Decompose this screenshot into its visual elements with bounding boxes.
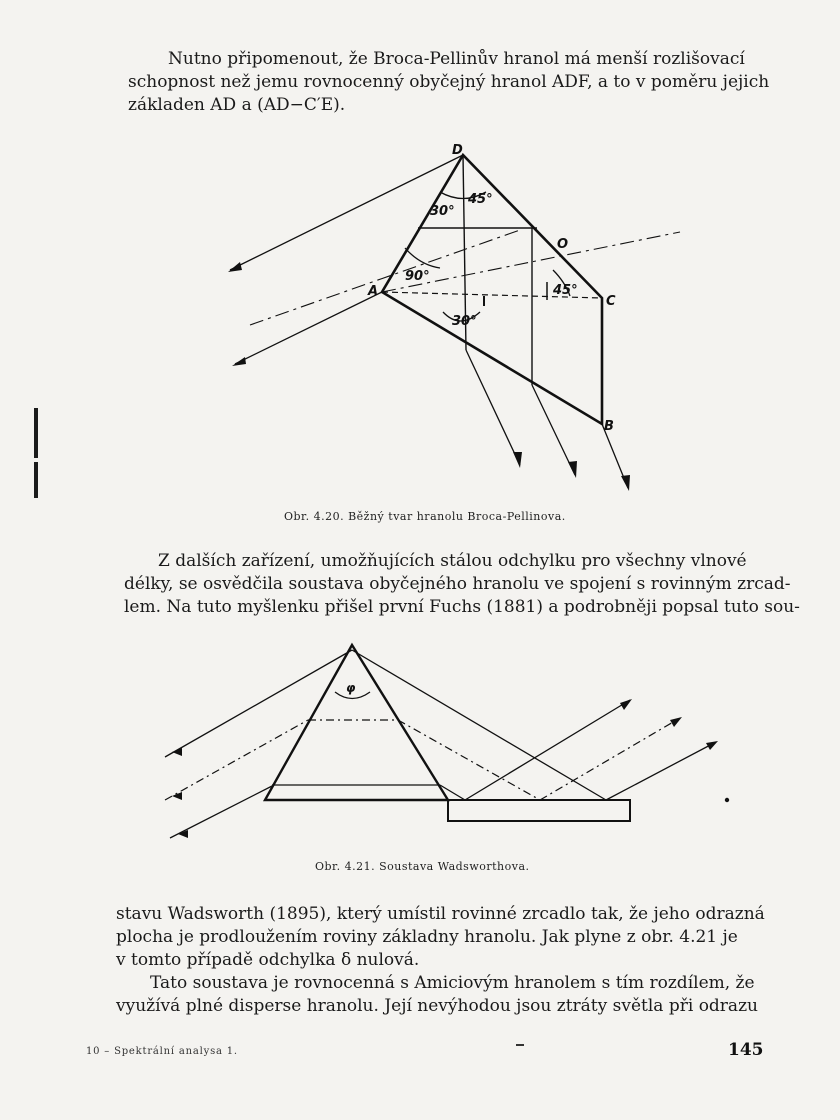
ray: [170, 785, 274, 838]
running-footer: 10 – Spektrální analysa 1.: [86, 1046, 238, 1057]
text-line: Nutno připomenout, že Broca-Pellinův hranol má menší rozlišovací: [168, 49, 745, 69]
arrowhead: [620, 699, 632, 710]
text-line: lem. Na tuto myšlenku přišel první Fuchs (1881) a podrobněji popsal tuto sou-: [124, 597, 800, 617]
label-C: C: [606, 294, 616, 309]
label-O: O: [557, 237, 569, 252]
ray-dash-dot: [540, 718, 680, 800]
prism: [265, 645, 448, 800]
text-line: Z dalších zařízení, umožňujících stálou odchylku pro všechny vlnové: [158, 551, 747, 571]
page-number: 145: [728, 1040, 764, 1060]
text-line: základen AD a (AD−C′E).: [128, 95, 346, 115]
angle-45-top: 45°: [468, 192, 493, 207]
text-line: Tato soustava je rovnocenná s Amiciovým hranolem s tím rozdílem, že: [150, 973, 755, 993]
text-line: plocha je prodloužením roviny základny hranolu. Jak plyne z obr. 4.21 je: [116, 927, 738, 947]
ray: [465, 700, 630, 800]
angle-30-bottom: 30°: [452, 314, 477, 329]
paragraph-3: [116, 903, 766, 1018]
angle-90: 90°: [405, 269, 430, 284]
arrowhead: [670, 717, 682, 727]
arrowhead: [172, 748, 182, 756]
label-A: A: [368, 284, 379, 299]
label-phi: φ: [346, 681, 356, 695]
figure-caption: Obr. 4.20. Běžný tvar hranolu Broca-Pellinova.: [284, 510, 566, 523]
text-line: stavu Wadsworth (1895), který umístil rovinné zrcadlo tak, že jeho odrazná: [116, 904, 765, 924]
text-line: využívá plné disperse hranolu. Její nevýhodou jsou ztráty světla při odrazu: [116, 996, 758, 1016]
ray: [606, 742, 716, 800]
text-line: délky, se osvědčila soustava obyčejného hranolu ve spojení s rovinným zrcad-: [124, 574, 791, 594]
text-line: v tomto případě odchylka δ nulová.: [116, 950, 420, 970]
ray: [352, 650, 606, 800]
speck: [725, 798, 729, 802]
footer-dash: [516, 1044, 524, 1046]
figure-caption: Obr. 4.21. Soustava Wadsworthova.: [315, 860, 530, 873]
ray-dash-dot: [398, 720, 540, 800]
label-B: B: [604, 419, 614, 434]
angle-45-right: 45°: [553, 283, 578, 298]
ray: [165, 650, 352, 757]
text-line: schopnost než jemu rovnocenný obyčejný hranol ADF, a to v poměru jejich: [128, 72, 770, 92]
label-D: D: [452, 143, 463, 158]
arrowhead: [706, 741, 718, 750]
mirror: [448, 800, 630, 821]
angle-30-top: 30°: [430, 204, 455, 219]
